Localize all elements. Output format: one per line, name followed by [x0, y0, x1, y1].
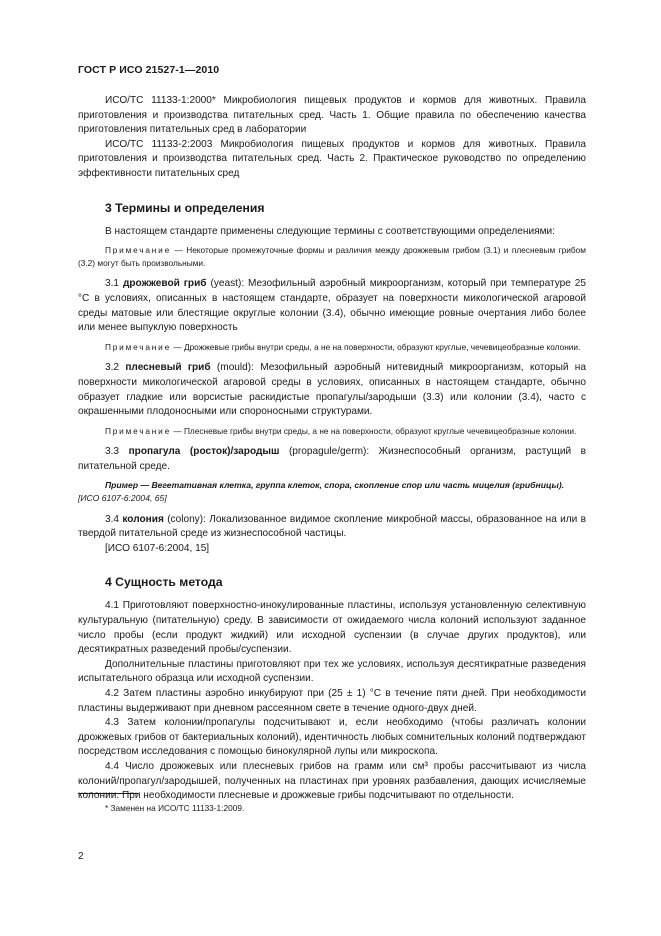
term-number: 3.2: [105, 362, 120, 374]
term-definition: (mould): Мезофильный аэробный нитевидный микроорганизм, который на поверхности микологической агаровой среды в условиях, описанных в настоящем стандарте, обычно образует гладкие или ворсистые раскидистые пропагулы/зародыши (3.3) или колонии (3.4), часто с окрашенными плодоносными или спороносными структурами.: [78, 362, 586, 418]
note-label: Примечание: [105, 245, 172, 256]
paragraph-4-1: 4.1 Приготовляют поверхностно-инокулированные пластины, используя установленную селективную культуральную (питательную) среду. В зависимости от ожидаемого числа колоний используют заданное число пробы (если продукт жидкий) или исходной суспензии (в случае других продуктов), или десятикратных разведений пробы/суспензии.: [78, 600, 586, 656]
note: [78, 425, 586, 438]
reference-item: ИСО/ТС 11133-1:2000* Микробиология пищевых продуктов и кормов для животных. Правила приготовления и производства питательных сред. Часть 1. Общие правила по обеспечению качества приготовления питательных сред в лаборатории: [78, 95, 586, 136]
example-text: — Вегетативная клетка, группа клеток, спора, скопление спор или часть мицелия (грибницы).: [140, 480, 565, 491]
term-number: 3.1: [105, 278, 120, 290]
page-number: 2: [78, 851, 84, 862]
reference-item: ИСО/ТС 11133-2:2003 Микробиология пищевых продуктов и кормов для животных. Правила приготовления и производства питательных сред. Часть 2. Практическое руководство по определению эффективности питательных сред: [78, 138, 586, 179]
term-definition: (colony): Локализованное видимое скопление микробной массы, образованное на или в твердой питательной среде из жизнеспособной частицы.: [78, 513, 586, 540]
term-number: 3.3: [105, 446, 120, 458]
example-reference: [ИСО 6107-6:2004, 65]: [78, 493, 167, 504]
example: [78, 479, 586, 492]
note-text: — Дрожжевые грибы внутри среды, а не на поверхности, образуют круглые, чечевицеобразные колонии.: [173, 341, 581, 352]
example-label: Пример: [105, 480, 139, 491]
note-text: — Некоторые промежуточные формы и различия между дрожжевым грибом (3.1) и плесневым грибом (3.2) могут быть произвольными.: [78, 245, 586, 268]
note-label: Примечание: [105, 341, 172, 352]
term-3-2: [78, 361, 586, 419]
term-name: пропагула (росток)/зародыш: [128, 446, 280, 458]
note-text: — Плесневые грибы внутри среды, а не на поверхности, образуют круглые чечевицеобразные колонии.: [173, 425, 577, 436]
paragraph-4-3: 4.3 Затем колонии/пропагулы подсчитывают и, если необходимо (чтобы различать колонии дрожжевых грибов от бактериальных колоний), идентичность любых сомнительных колоний подтверждают посредством исследования с помощью бинокулярной лупы или микроскопа.: [78, 717, 586, 758]
page-content: [78, 94, 586, 804]
paragraph-4-1-continued: Дополнительные пластины приготовляют при тех же условиях, используя десятикратные разведения испытательного образца или исходной суспензии.: [78, 658, 586, 685]
footnote: * Заменен на ИСО/ТС 11133-1:2009.: [105, 803, 245, 813]
paragraph-4-4: 4.4 Число дрожжевых или плесневых грибов на грамм или см³ пробы рассчитывают из числа колоний/пропагул/зародышей, полученных на пластинах при уровнях разбавления, дающих исчисляемые колонии. При необходимости плесневые и дрожжевые грибы подсчитывают по отдельности.: [78, 760, 586, 802]
note: [78, 244, 586, 269]
term-3-4: [78, 513, 586, 542]
term-3-1: [78, 277, 586, 335]
note: [78, 341, 586, 354]
term-name: дрожжевой гриб: [122, 278, 207, 290]
note-label: Примечание: [105, 425, 172, 436]
paragraph-4-2: 4.2 Затем пластины аэробно инкубируют при (25 ± 1) °С в течение пяти дней. При необходимости пластины выдерживают при дневном рассеянном свете в течение одного-двух дней.: [78, 688, 586, 714]
term-definition: (yeast): Мезофильный аэробный микроорганизм, который при температуре 25 °С в условиях, описанных в настоящем стандарте, образует на поверхности микологической агаровой среды матовые или блестящие округлые колонии (3.4), обычно имеющие ровные очертания либо более или менее выпуклую поверхность: [78, 278, 586, 334]
document-header: ГОСТ Р ИСО 21527-1—2010: [78, 64, 220, 76]
section-3-heading: 3 Термины и определения: [105, 200, 265, 215]
term-definition: (propagule/germ): Жизнеспособный организм, растущий в питательной среде.: [78, 446, 586, 472]
section-4-heading: 4 Сущность метода: [105, 575, 223, 590]
term-number: 3.4: [105, 513, 120, 525]
section-3-intro: В настоящем стандарте применены следующие термины с соответствующими определениями:: [105, 225, 555, 237]
footnote-divider: [78, 793, 138, 794]
term-name: плесневый гриб: [125, 362, 211, 374]
term-3-3: [78, 445, 586, 474]
term-name: колония: [122, 513, 164, 525]
term-reference: [ИСО 6107-6:2004, 15]: [105, 542, 210, 554]
